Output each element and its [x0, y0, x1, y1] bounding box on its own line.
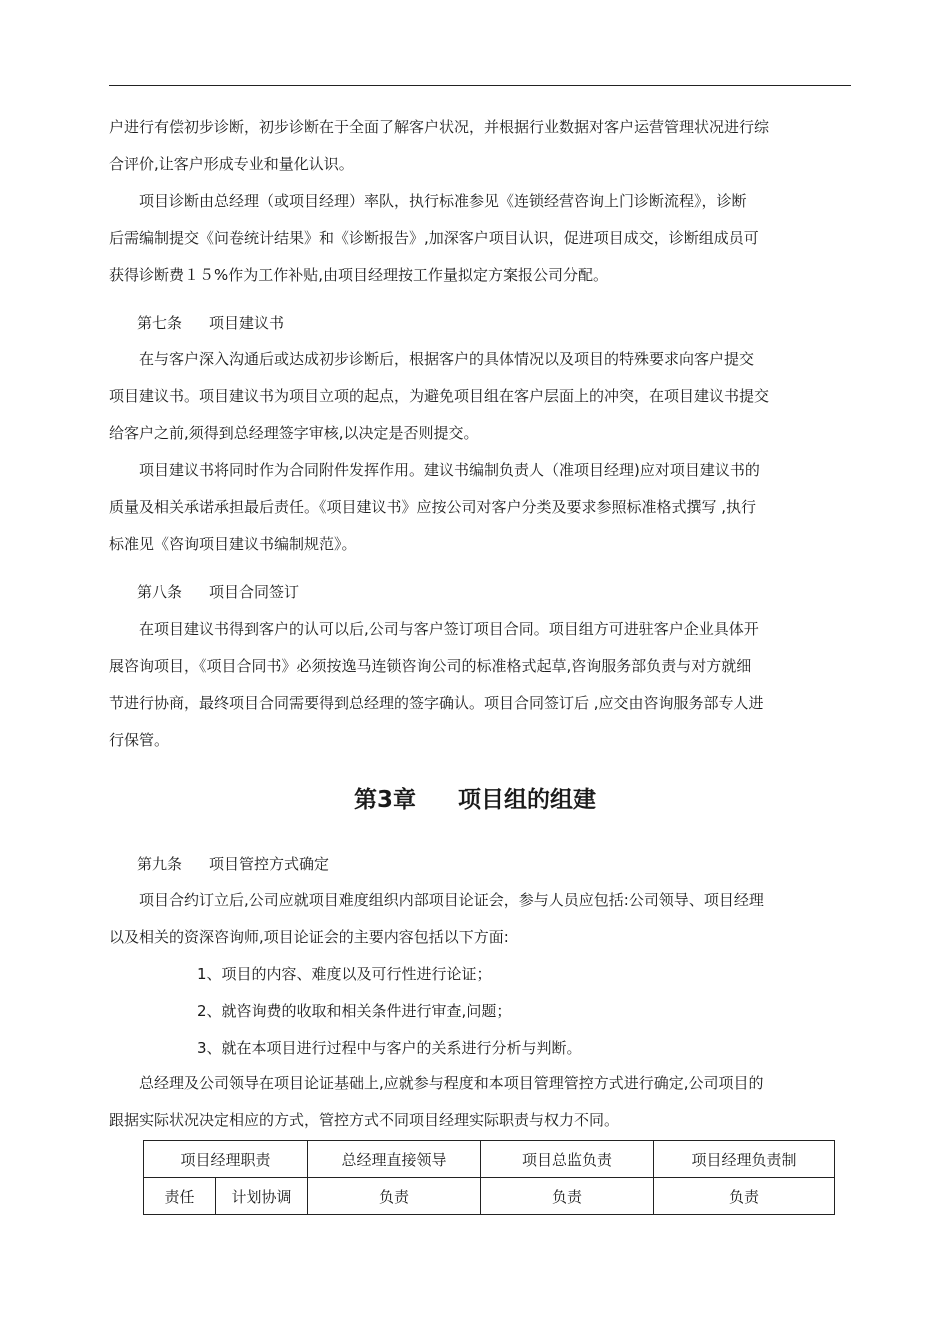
article-title: 项目建议书	[209, 314, 285, 332]
paragraph-line: 行保管。	[109, 731, 170, 749]
table-cell: 责任	[144, 1178, 216, 1215]
article-number: 第七条	[137, 314, 183, 332]
article-heading-8	[137, 583, 299, 602]
paragraph-line: 质量及相关承诺承担最后责任。《项目建议书》应按公司对客户分类及要求参照标准格式撰写 ,执行	[109, 498, 757, 516]
table-header-cell: 项目经理职责	[144, 1141, 308, 1178]
table-cell: 负责	[654, 1178, 835, 1215]
paragraph-line: 项目合约订立后,公司应就项目难度组织内部项目论证会，参与人员应包括:公司领导、项目经理	[109, 891, 764, 909]
paragraph-line: 在与客户深入沟通后或达成初步诊断后，根据客户的具体情况以及项目的特殊要求向客户提交	[109, 350, 755, 368]
chapter-title: 项目组的组建	[458, 787, 596, 813]
article-heading-7	[137, 314, 284, 333]
paragraph-line: 项目建议书将同时作为合同附件发挥作用。建议书编制负责人（准项目经理)应对项目建议书的	[109, 461, 760, 479]
list-item: 1、项目的内容、难度以及可行性进行论证；	[197, 965, 492, 983]
article-title: 项目管控方式确定	[209, 855, 330, 873]
paragraph-line: 后需编制提交《问卷统计结果》和《诊断报告》,加深客户项目认识，促进项目成交，诊断组成员可	[109, 229, 759, 247]
paragraph-line: 标准见《咨询项目建议书编制规范》。	[109, 535, 357, 553]
table-header-cell: 总经理直接领导	[308, 1141, 481, 1178]
article-number: 第八条	[137, 583, 183, 601]
paragraph-line: 在项目建议书得到客户的认可以后,公司与客户签订项目合同。项目组方可进驻客户企业具体开	[109, 620, 759, 638]
table-header-cell: 项目经理负责制	[654, 1141, 835, 1178]
paragraph-line: 给客户之前,须得到总经理签字审核,以决定是否则提交。	[109, 424, 479, 442]
table-header-cell: 项目总监负责	[481, 1141, 654, 1178]
paragraph-line: 户进行有偿初步诊断，初步诊断在于全面了解客户状况，并根据行业数据对客户运营管理状况进行综	[109, 118, 770, 136]
chapter-heading	[0, 785, 950, 815]
table-cell: 负责	[308, 1178, 481, 1215]
paragraph-line: 跟据实际状况决定相应的方式，管控方式不同项目经理实际职责与权力不同。	[109, 1111, 620, 1129]
responsibility-table	[143, 1140, 835, 1215]
list-item: 3、就在本项目进行过程中与客户的关系进行分析与判断。	[197, 1039, 582, 1057]
paragraph-line: 总经理及公司领导在项目论证基础上,应就参与程度和本项目管理管控方式进行确定,公司项目的	[109, 1074, 764, 1092]
paragraph-line: 以及相关的资深咨询师,项目论证会的主要内容包括以下方面:	[109, 928, 509, 946]
paragraph-line: 项目诊断由总经理（或项目经理）率队，执行标准参见《连锁经营咨询上门诊断流程》，诊断	[109, 192, 747, 210]
paragraph-line: 获得诊断费１５%作为工作补贴,由项目经理按工作量拟定方案报公司分配。	[109, 266, 609, 284]
paragraph-line: 节进行协商，最终项目合同需要得到总经理的签字确认。项目合同签订后 ,应交由咨询服务部专人进	[109, 694, 764, 712]
paragraph-line: 项目建议书。项目建议书为项目立项的起点，为避免项目组在客户层面上的冲突，在项目建议书提交	[109, 387, 770, 405]
article-title: 项目合同签订	[209, 583, 300, 601]
article-number: 第九条	[137, 855, 183, 873]
table-header-row	[144, 1141, 835, 1178]
paragraph-line: 展咨询项目，《项目合同书》必须按逸马连锁咨询公司的标准格式起草,咨询服务部负责与对方就细	[109, 657, 752, 675]
chapter-number: 第3章	[353, 787, 416, 813]
table-cell: 负责	[481, 1178, 654, 1215]
table-row	[144, 1178, 835, 1215]
list-item: 2、就咨询费的收取和相关条件进行审查,问题；	[197, 1002, 512, 1020]
header-rule	[109, 85, 851, 86]
table-cell: 计划协调	[216, 1178, 308, 1215]
article-heading-9	[137, 855, 329, 874]
paragraph-line: 合评价,让客户形成专业和量化认识。	[109, 155, 354, 173]
